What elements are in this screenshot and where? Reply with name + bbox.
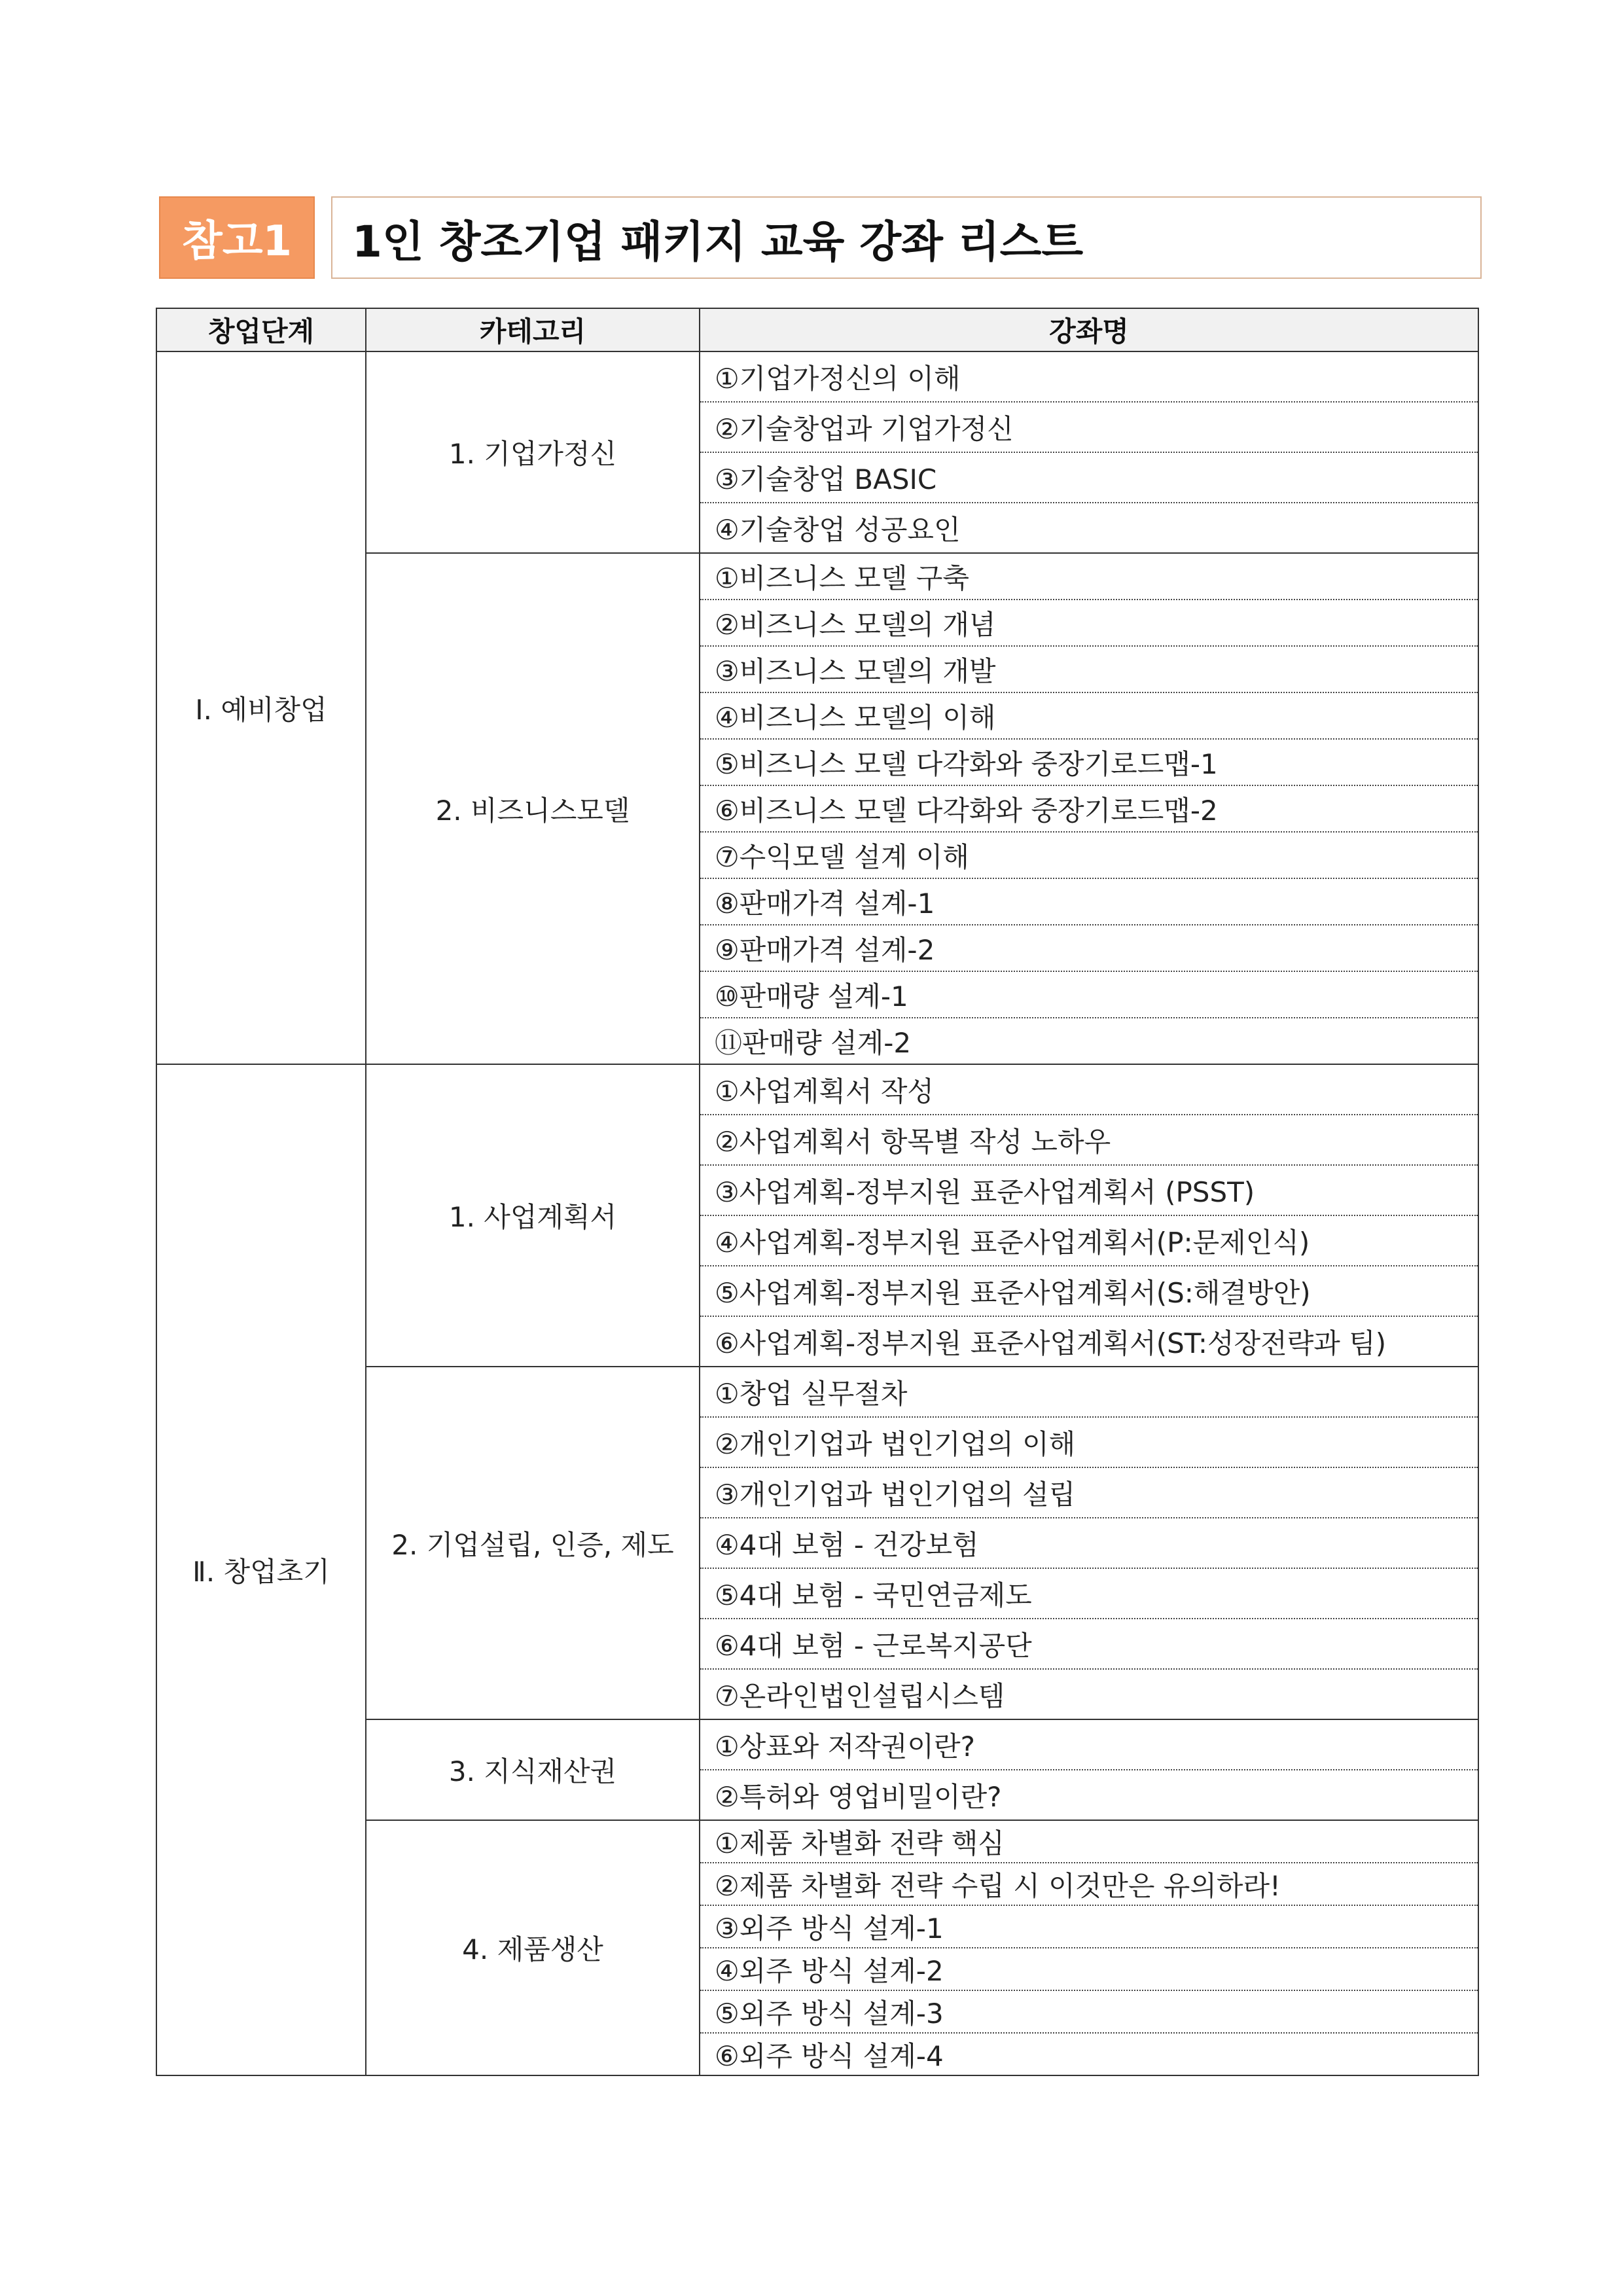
category-cell: 4. 제품생산	[366, 1820, 700, 2075]
lecture-cell: ⑥비즈니스 모델 다각화와 중장기로드맵-2	[700, 785, 1478, 832]
reference-badge: 참고1	[159, 196, 315, 279]
lecture-cell: ⑤비즈니스 모델 다각화와 중장기로드맵-1	[700, 739, 1478, 785]
stage-cell: Ⅱ. 창업초기	[156, 1064, 366, 2075]
table-row	[156, 1064, 1478, 1115]
lecture-cell: ⑧판매가격 설계-1	[700, 878, 1478, 925]
table-row	[156, 351, 1478, 402]
lecture-cell: ①기업가정신의 이해	[700, 351, 1478, 402]
category-cell: 3. 지식재산권	[366, 1719, 700, 1820]
lecture-cell: ⑥사업계획-정부지원 표준사업계획서(ST:성장전략과 팀)	[700, 1316, 1478, 1367]
lecture-cell: ⑤외주 방식 설계-3	[700, 1990, 1478, 2033]
column-header-lecture: 강좌명	[700, 308, 1478, 351]
course-table	[156, 308, 1479, 2076]
lecture-cell: ①창업 실무절차	[700, 1367, 1478, 1417]
page-title: 1인 창조기업 패키지 교육 강좌 리스트	[331, 196, 1482, 279]
lecture-cell: ②특허와 영업비밀이란?	[700, 1770, 1478, 1820]
lecture-cell: ⑦온라인법인설립시스템	[700, 1669, 1478, 1719]
lecture-cell: ②비즈니스 모델의 개념	[700, 600, 1478, 646]
lecture-cell: ④비즈니스 모델의 이해	[700, 692, 1478, 739]
lecture-cell: ①제품 차별화 전략 핵심	[700, 1820, 1478, 1863]
lecture-cell: ⑤사업계획-정부지원 표준사업계획서(S:해결방안)	[700, 1266, 1478, 1316]
lecture-cell: ⑩판매량 설계-1	[700, 971, 1478, 1018]
lecture-cell: ⑥4대 보험 - 근로복지공단	[700, 1619, 1478, 1669]
lecture-cell: ⑥외주 방식 설계-4	[700, 2033, 1478, 2075]
lecture-cell: ①사업계획서 작성	[700, 1064, 1478, 1115]
table-body	[156, 351, 1478, 2075]
lecture-cell: ②제품 차별화 전략 수립 시 이것만은 유의하라!	[700, 1863, 1478, 1905]
lecture-cell: ④4대 보험 - 건강보험	[700, 1518, 1478, 1568]
lecture-cell: ⑪판매량 설계-2	[700, 1018, 1478, 1064]
lecture-cell: ②개인기업과 법인기업의 이해	[700, 1417, 1478, 1467]
lecture-cell: ③사업계획-정부지원 표준사업계획서 (PSST)	[700, 1165, 1478, 1215]
lecture-cell: ③개인기업과 법인기업의 설립	[700, 1467, 1478, 1518]
lecture-cell: ⑨판매가격 설계-2	[700, 925, 1478, 971]
lecture-cell: ①상표와 저작권이란?	[700, 1719, 1478, 1770]
lecture-cell: ③기술창업 BASIC	[700, 452, 1478, 503]
lecture-cell: ⑦수익모델 설계 이해	[700, 832, 1478, 878]
table-header-row	[156, 308, 1478, 351]
lecture-cell: ④사업계획-정부지원 표준사업계획서(P:문제인식)	[700, 1215, 1478, 1266]
lecture-cell: ③외주 방식 설계-1	[700, 1905, 1478, 1948]
lecture-cell: ④기술창업 성공요인	[700, 503, 1478, 553]
category-cell: 1. 사업계획서	[366, 1064, 700, 1367]
column-header-stage: 창업단계	[156, 308, 366, 351]
lecture-cell: ①비즈니스 모델 구축	[700, 553, 1478, 600]
category-cell: 2. 비즈니스모델	[366, 553, 700, 1064]
lecture-cell: ③비즈니스 모델의 개발	[700, 646, 1478, 692]
lecture-cell: ②기술창업과 기업가정신	[700, 402, 1478, 452]
category-cell: 2. 기업설립, 인증, 제도	[366, 1367, 700, 1719]
column-header-category: 카테고리	[366, 308, 700, 351]
lecture-cell: ②사업계획서 항목별 작성 노하우	[700, 1115, 1478, 1165]
lecture-cell: ④외주 방식 설계-2	[700, 1948, 1478, 1990]
stage-cell: Ⅰ. 예비창업	[156, 351, 366, 1064]
category-cell: 1. 기업가정신	[366, 351, 700, 553]
lecture-cell: ⑤4대 보험 - 국민연금제도	[700, 1568, 1478, 1619]
